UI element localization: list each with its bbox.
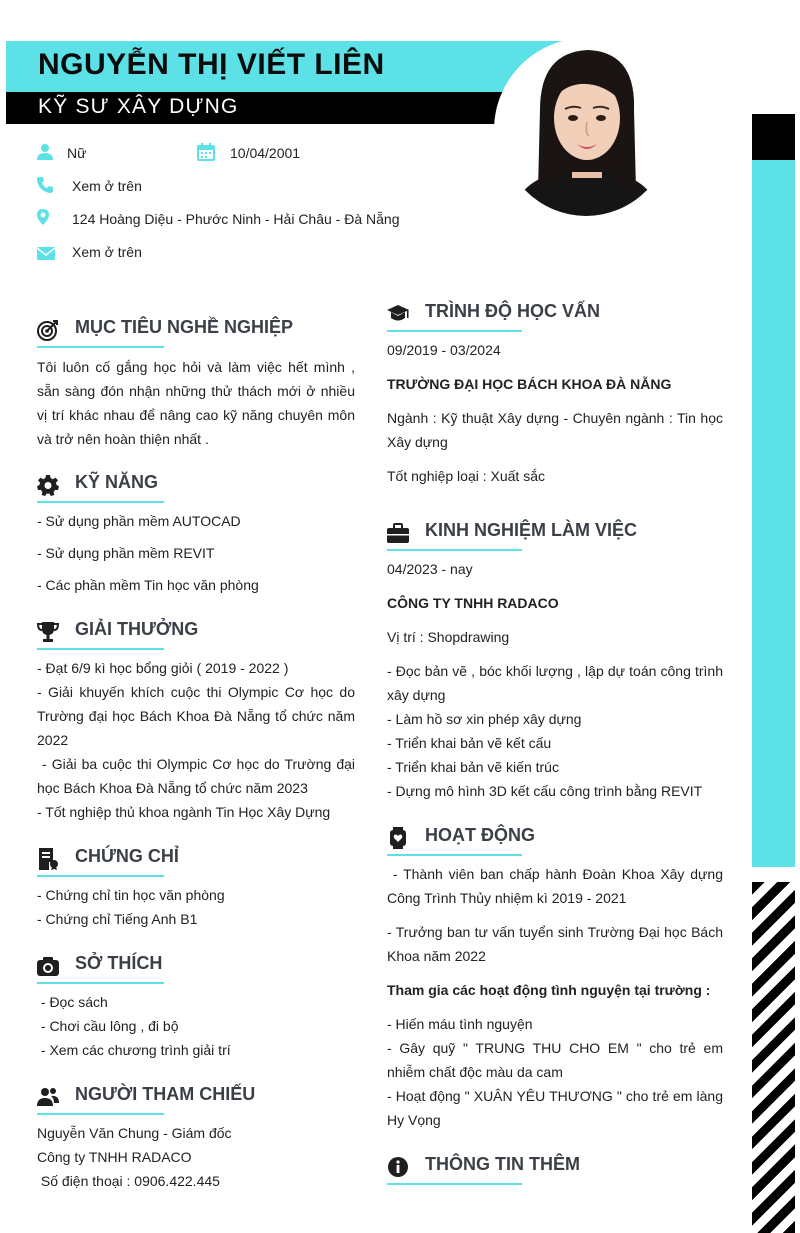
references-title: NGƯỜI THAM CHIẾU [75, 1084, 256, 1104]
education-major: Ngành : Kỹ thuật Xây dựng - Chuyên ngành : Tin học Xây dựng [387, 410, 723, 450]
hobby-item: - Chơi cầu lông , đi bộ [37, 1018, 179, 1034]
section-activities [387, 825, 727, 853]
graduation-cap-icon [387, 303, 409, 325]
info-icon [387, 1156, 409, 1178]
decor-hatched-stripe [752, 882, 795, 1233]
gear-icon [37, 474, 59, 496]
section-career-goal [37, 317, 337, 345]
email-value: Xem ở trên [72, 244, 142, 260]
activity-item: - Thành viên ban chấp hành Đoàn Khoa Xây dựng Công Trình Thủy nhiệm kì 2019 - 2021 [387, 866, 727, 906]
phone-icon [36, 176, 54, 194]
decor-black-block [752, 114, 795, 160]
volunteer-item: - Hiến máu tình nguyện [387, 1016, 533, 1032]
experience-task: - Dựng mô hình 3D kết cấu công trình bằng REVIT [387, 783, 703, 799]
award-item: - Đạt 6/9 kì học bổng giỏi ( 2019 - 2022 ) [37, 660, 289, 676]
people-icon [37, 1086, 59, 1108]
awards-title: GIẢI THƯỞNG [75, 619, 199, 639]
section-underline [387, 330, 522, 332]
section-certificates [37, 846, 337, 874]
certificate-item: - Chứng chỉ Tiếng Anh B1 [37, 911, 198, 927]
trophy-icon [37, 621, 59, 643]
address-value: 124 Hoàng Diệu - Phước Ninh - Hải Châu - Đà Nẵng [72, 211, 400, 227]
award-item: - Tốt nghiệp thủ khoa ngành Tin Học Xây Dựng [37, 804, 331, 820]
award-item: - Giải ba cuộc thi Olympic Cơ học do Trường đại học Bách Khoa Đà Nẵng tổ chức năm 2023 [37, 756, 359, 796]
section-references [37, 1084, 337, 1112]
activities-title: HOẠT ĐỘNG [425, 825, 535, 845]
experience-task: - Triển khai bản vẽ kết cấu [387, 735, 552, 751]
section-underline [37, 982, 164, 984]
section-skills [37, 472, 337, 500]
job-title: KỸ SƯ XÂY DỰNG [38, 95, 239, 118]
section-underline [387, 1183, 522, 1185]
section-education [387, 301, 727, 329]
more-info-title: THÔNG TIN THÊM [425, 1154, 580, 1174]
section-hobbies [37, 953, 337, 981]
hobby-item: - Xem các chương trình giải trí [37, 1042, 231, 1058]
email-icon [36, 244, 56, 262]
briefcase-icon [387, 522, 409, 544]
phone-value: Xem ở trên [72, 178, 142, 194]
user-icon [36, 143, 54, 161]
map-pin-icon [34, 208, 52, 226]
section-underline [387, 549, 522, 551]
full-name: NGUYỄN THỊ VIẾT LIÊN [38, 48, 385, 81]
education-title: TRÌNH ĐỘ HỌC VẤN [425, 301, 600, 321]
education-grade: Tốt nghiệp loại : Xuất sắc [387, 468, 545, 484]
reference-line: Nguyễn Văn Chung - Giám đốc [37, 1125, 232, 1141]
career-goal-title: MỤC TIÊU NGHỀ NGHIỆP [75, 317, 294, 337]
volunteer-item: - Hoạt động " XUÂN YÊU THƯƠNG " cho trẻ em làng Hy Vọng [387, 1088, 723, 1128]
certificates-title: CHỨNG CHỈ [75, 846, 179, 866]
experience-period: 04/2023 - nay [387, 561, 473, 577]
section-underline [387, 854, 522, 856]
reference-line: Số điện thoại : 0906.422.445 [37, 1173, 220, 1189]
experience-company: CÔNG TY TNHH RADACO [387, 595, 559, 611]
section-underline [37, 875, 164, 877]
target-icon [37, 319, 59, 341]
skills-title: KỸ NĂNG [75, 472, 159, 492]
award-item: - Giải khuyến khích cuộc thi Olympic Cơ học do Trường đại học Bách Khoa Đà Nẵng tổ chức năm 2022 [37, 684, 355, 748]
section-underline [37, 1113, 164, 1115]
section-awards [37, 619, 337, 647]
profile-photo [500, 40, 672, 216]
education-period: 09/2019 - 03/2024 [387, 342, 501, 358]
gender-value: Nữ [67, 145, 87, 161]
volunteer-heading: Tham gia các hoạt động tình nguyện tại trường : [387, 982, 711, 998]
experience-task: - Đọc bản vẽ , bóc khối lượng , lập dự toán công trình xây dựng [387, 663, 723, 703]
experience-title: KINH NGHIỆM LÀM VIỆC [425, 520, 638, 540]
experience-task: - Làm hồ sơ xin phép xây dựng [387, 711, 582, 727]
experience-position: Vị trí : Shopdrawing [387, 629, 510, 645]
certificate-item: - Chứng chỉ tin học văn phòng [37, 887, 225, 903]
calendar-icon [197, 143, 215, 161]
section-underline [37, 648, 164, 650]
camera-icon [37, 955, 59, 977]
experience-task: - Triển khai bản vẽ kiến trúc [387, 759, 559, 775]
reference-line: Công ty TNHH RADACO [37, 1149, 192, 1165]
certificate-icon [37, 848, 59, 870]
activity-item: - Trưởng ban tư vấn tuyển sinh Trường Đại học Bách Khoa năm 2022 [387, 924, 723, 964]
watch-heart-icon [387, 827, 409, 849]
hobbies-title: SỞ THÍCH [75, 953, 163, 973]
hobby-item: - Đọc sách [37, 994, 108, 1010]
career-goal-text: Tôi luôn cố gắng học hỏi và làm việc hết mình , sẵn sàng đón nhận những thử thách mới ở nhiều vị trí khác nhau để nâng cao kỹ năng chuyên môn và trở nên hoàn thiện nhất . [37, 359, 355, 447]
section-underline [37, 346, 164, 348]
birthdate-value: 10/04/2001 [230, 145, 301, 161]
skill-item: - Sử dụng phần mềm AUTOCAD [37, 513, 241, 529]
section-underline [37, 501, 164, 503]
skill-item: - Sử dụng phần mềm REVIT [37, 545, 215, 561]
skill-item: - Các phần mềm Tin học văn phòng [37, 577, 259, 593]
section-more-info [387, 1154, 727, 1182]
decor-cyan-stripe [752, 160, 795, 867]
education-school: TRƯỜNG ĐẠI HỌC BÁCH KHOA ĐÀ NẴNG [387, 376, 672, 392]
volunteer-item: - Gây quỹ " TRUNG THU CHO EM " cho trẻ em nhiễm chất độc màu da cam [387, 1040, 723, 1080]
section-experience [387, 520, 727, 548]
